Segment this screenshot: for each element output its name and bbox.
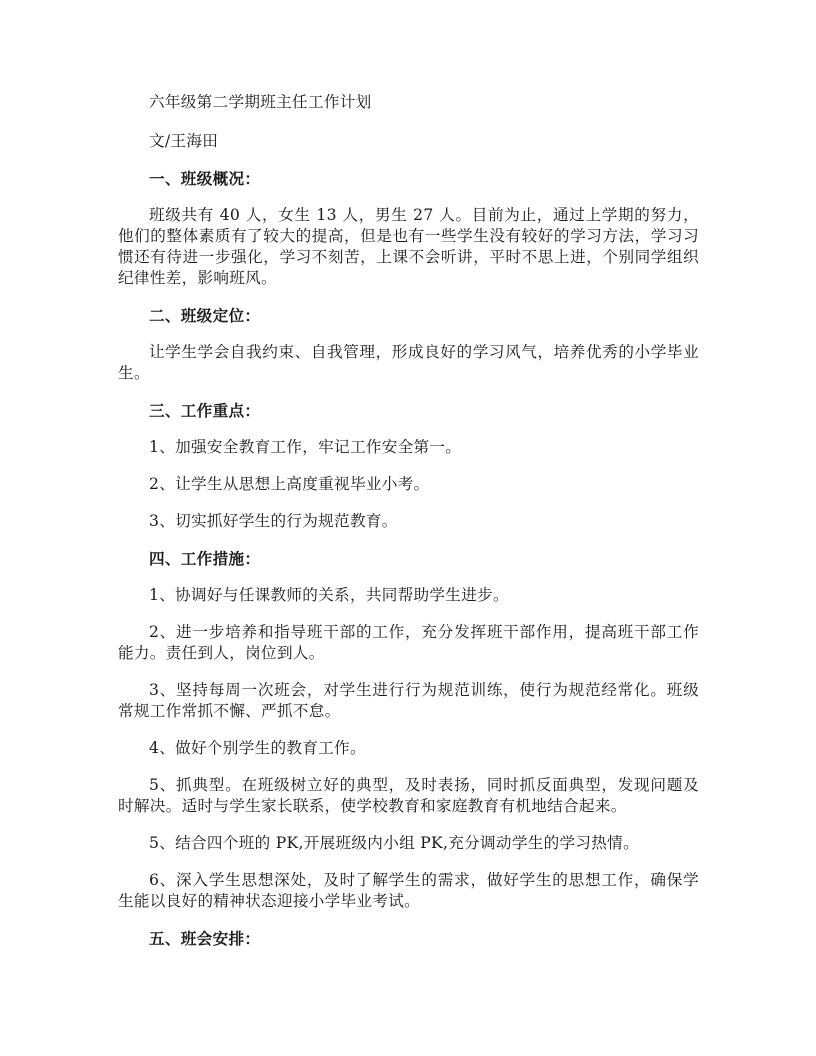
section-heading-focus: 三、工作重点： bbox=[149, 401, 261, 420]
list-item: 5、结合四个班的 PK,开展班级内小组 PK,充分调动学生的学习热情。 bbox=[149, 834, 639, 852]
paragraph: 班级共有 40 人，女生 13 人，男生 27 人。目前为止，通过上学期的努力，他们的整体素质有了较大的提高，但是也有一些学生没有较好的学习方法，学习习惯还有待进一步强化，学习不刻苦，上课不会听讲，平时不思上进，个别同学组织纪律性差，影响班风。 bbox=[118, 206, 699, 287]
section-heading-meetings: 五、班会安排： bbox=[149, 929, 261, 948]
document-page bbox=[118, 92, 699, 965]
list-item: 1、协调好与任课教师的关系，共同帮助学生进步。 bbox=[149, 586, 509, 604]
list-item: 2、让学生从思想上高度重视毕业小考。 bbox=[149, 475, 430, 493]
section-heading-measures: 四、工作措施： bbox=[149, 549, 261, 568]
list-item: 6、深入学生思想深处，及时了解学生的需求，做好学生的思想工作，确保学生能以良好的精神状态迎接小学毕业考试。 bbox=[118, 871, 699, 910]
list-item: 3、切实抓好学生的行为规范教育。 bbox=[149, 512, 398, 530]
paragraph: 让学生学会自我约束、自我管理，形成良好的学习风气，培养优秀的小学毕业生。 bbox=[118, 343, 699, 382]
list-item: 5、抓典型。在班级树立好的典型，及时表扬，同时抓反面典型，发现问题及时解决。适时与学生家长联系，使学校教育和家庭教育有机地结合起来。 bbox=[118, 776, 699, 815]
section-heading-positioning: 二、班级定位： bbox=[149, 306, 261, 325]
document-author: 文/王海田 bbox=[149, 132, 219, 150]
document-title: 六年级第二学期班主任工作计划 bbox=[149, 93, 372, 111]
section-heading-overview: 一、班级概况： bbox=[149, 169, 261, 188]
list-item: 1、加强安全教育工作，牢记工作安全第一。 bbox=[149, 438, 462, 456]
list-item: 4、做好个别学生的教育工作。 bbox=[149, 739, 366, 757]
list-item: 2、进一步培养和指导班干部的工作，充分发挥班干部作用，提高班干部工作能力。责任到人，岗位到人。 bbox=[118, 623, 699, 662]
list-item: 3、坚持每周一次班会，对学生进行行为规范训练，使行为规范经常化。班级常规工作常抓不懈、严抓不怠。 bbox=[118, 681, 699, 720]
